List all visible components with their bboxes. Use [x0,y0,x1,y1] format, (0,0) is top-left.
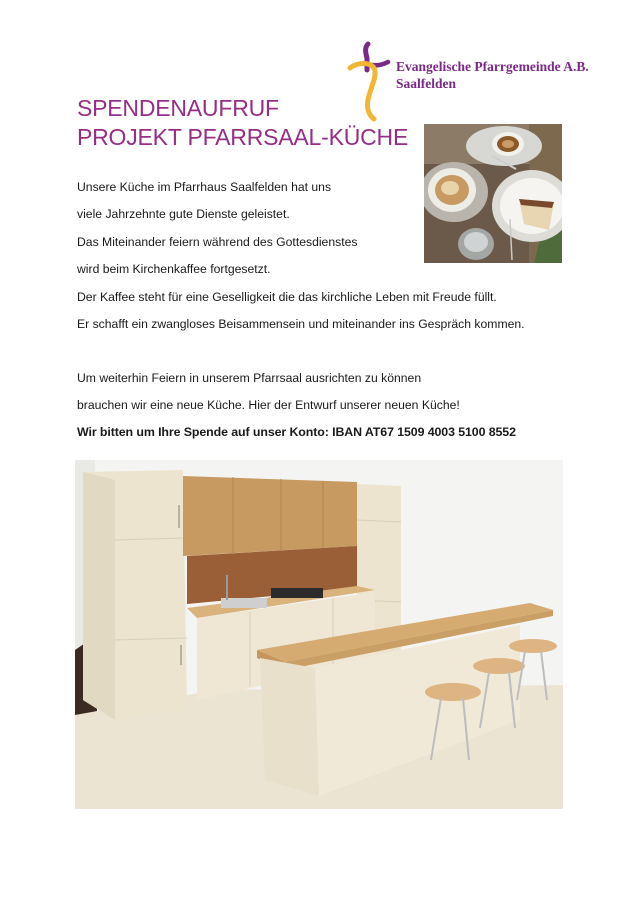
paragraph-line: brauchen wir eine neue Küche. Hier der Entwurf unserer neuen Küche! [77,398,460,412]
coffee-and-cake-photo [424,124,562,263]
title-line-1: SPENDENAUFRUF [77,95,279,121]
organization-name [396,58,589,92]
organization-line-1: Evangelische Pfarrgemeinde A.B. [396,59,589,74]
organization-line-2: Saalfelden [396,76,457,91]
paragraph-line: viele Jahrzehnte gute Dienste geleistet. [77,207,290,221]
paragraph-line: Der Kaffee steht für eine Geselligkeit die das kirchliche Leben mit Freude füllt. [77,290,497,304]
paragraph-line: Unsere Küche im Pfarrhaus Saalfelden hat uns [77,180,332,194]
paragraph-line: Er schafft ein zwangloses Beisammensein und miteinander ins Gespräch kommen. [77,317,525,331]
page-title [77,94,408,152]
kitchen-design-render [75,460,563,809]
title-line-2: PROJEKT PFARRSAAL-KÜCHE [77,124,409,150]
donation-call: Wir bitten um Ihre Spende auf unser Konto: IBAN AT67 1509 4003 5100 8552 [77,425,516,439]
paragraph-line: Das Miteinander feiern während des Gottesdienstes [77,235,358,249]
paragraph-line: wird beim Kirchenkaffee fortgesetzt. [77,262,271,276]
paragraph-line: Um weiterhin Feiern in unserem Pfarrsaal ausrichten zu können [77,371,422,385]
